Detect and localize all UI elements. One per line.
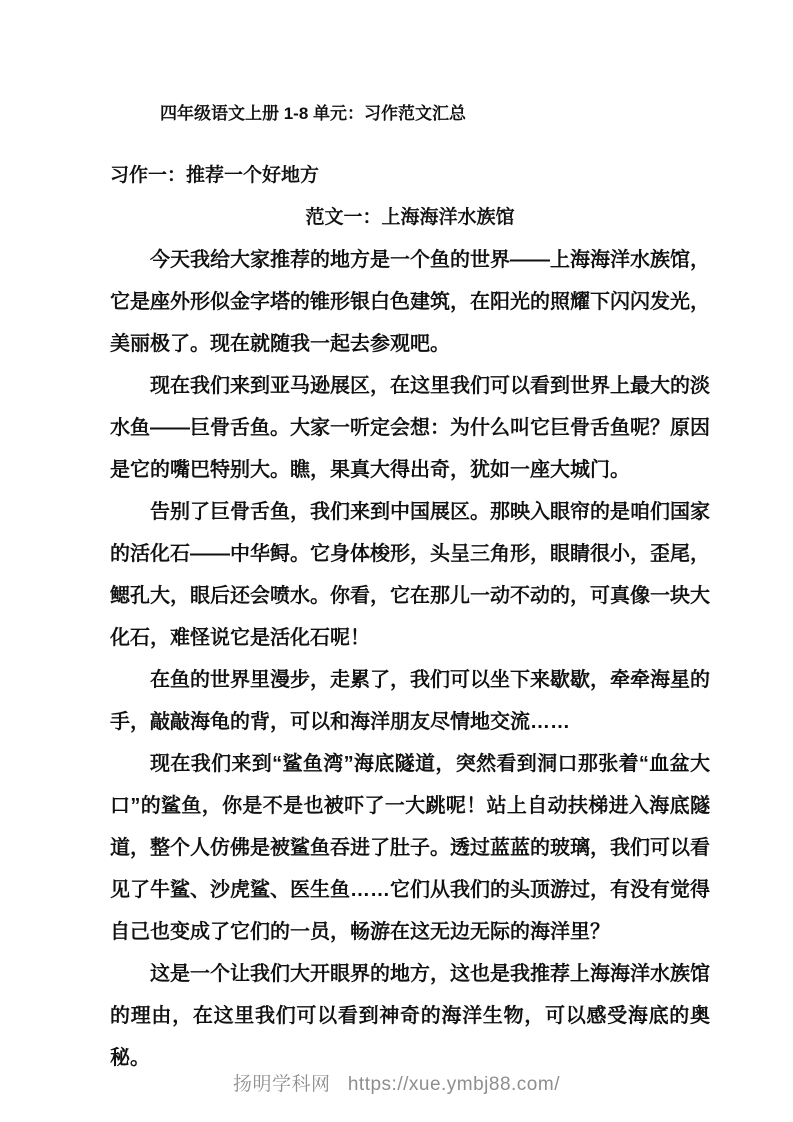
document-title: 四年级语文上册 1-8 单元：习作范文汇总: [160, 104, 467, 123]
footer-site-name: 扬明学科网: [232, 1074, 331, 1095]
paragraph-6: 这是一个让我们大开眼界的地方，这也是我推荐上海海洋水族馆的理由，在这里我们可以看到神奇的海洋生物，可以感受海底的奥秘。: [110, 963, 710, 1069]
essay-body: [110, 239, 710, 1079]
page-footer-watermark: [0, 1069, 793, 1096]
paragraph-5: 现在我们来到“鲨鱼湾”海底隧道，突然看到洞口那张着“血盆大口”的鲨鱼，你是不是也被吓了一大跳呢！站上自动扶梯进入海底隧道，整个人仿佛是被鲨鱼吞进了肚子。透过蓝蓝的玻璃，我们可以看见了牛鲨、沙虎鲨、医生鱼……它们从我们的头顶游过，有没有觉得自己也变成了它们的一员，畅游在这无边无际的海洋里？: [110, 753, 710, 943]
paragraph-3: 告别了巨骨舌鱼，我们来到中国展区。那映入眼帘的是咱们国家的活化石——中华鲟。它身体梭形，头呈三角形，眼睛很小，歪尾，鳃孔大，眼后还会喷水。你看，它在那儿一动不动的，可真像一块大化石，难怪说它是活化石呢！: [110, 501, 710, 649]
footer-separator: [336, 1074, 342, 1095]
paragraph-2: 现在我们来到亚马逊展区，在这里我们可以看到世界上最大的淡水鱼——巨骨舌鱼。大家一听定会想：为什么叫它巨骨舌鱼呢？原因是它的嘴巴特别大。瞧，果真大得出奇，犹如一座大城门。: [110, 375, 710, 481]
paragraph-1: 今天我给大家推荐的地方是一个鱼的世界——上海海洋水族馆，它是座外形似金字塔的锥形银白色建筑，在阳光的照耀下闪闪发光，美丽极了。现在就随我一起去参观吧。: [110, 249, 710, 355]
footer-url: https://xue.ymbj88.com/: [347, 1074, 560, 1095]
essay-title-model-essay-1: 范文一：上海海洋水族馆: [305, 207, 515, 228]
paragraph-4: 在鱼的世界里漫步，走累了，我们可以坐下来歇歇，牵牵海星的手，敲敲海龟的背，可以和海洋朋友尽情地交流……: [110, 669, 710, 733]
section-heading-composition-1: 习作一：推荐一个好地方: [110, 165, 320, 186]
